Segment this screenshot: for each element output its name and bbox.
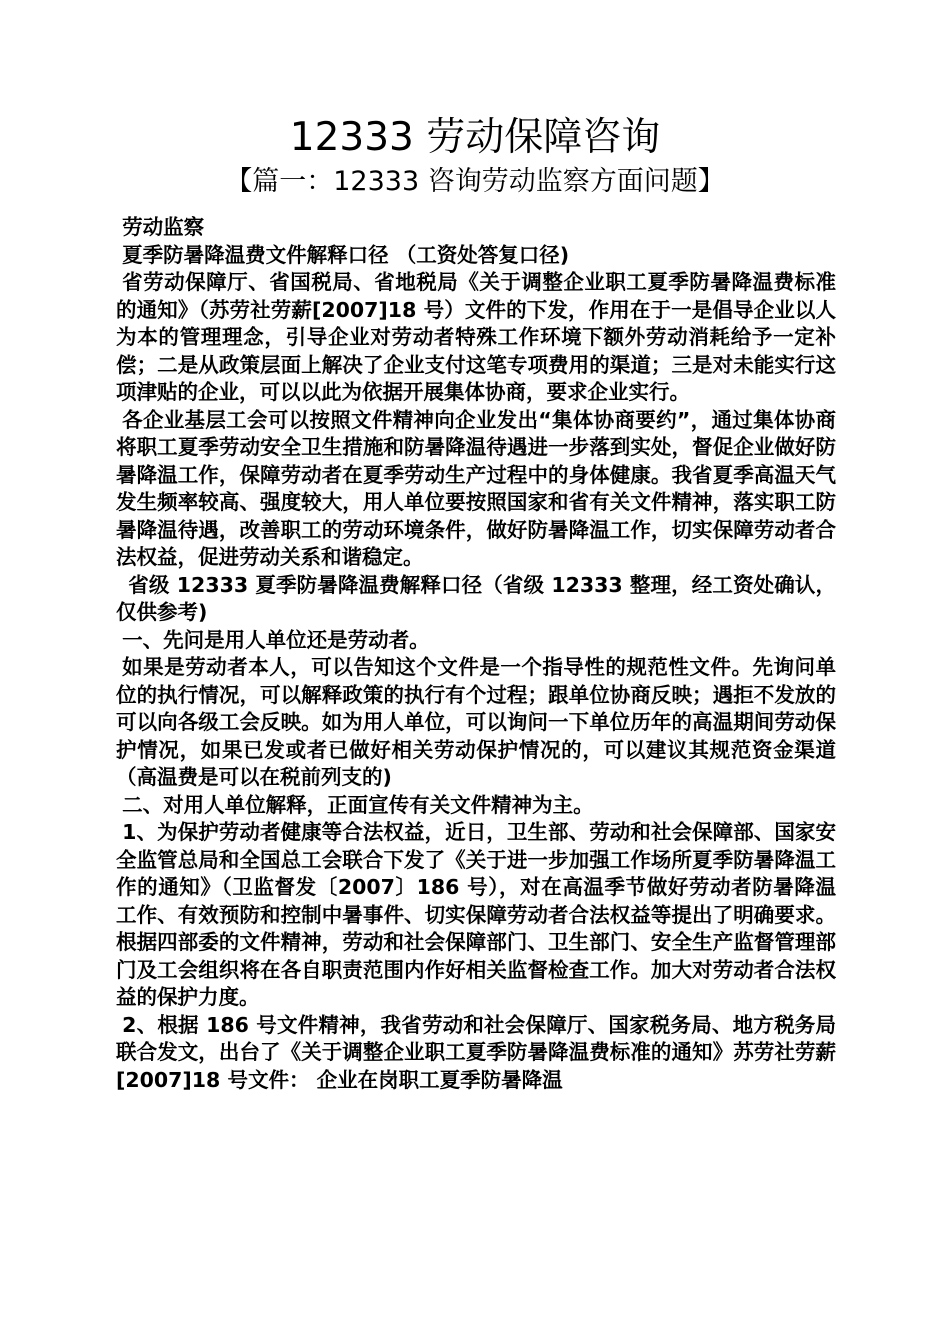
body-paragraph: 省劳动保障厅、省国税局、省地税局《关于调整企业职工夏季防暑降温费标准的通知》（苏劳社劳薪[2007]18 号）文件的下发，作用在于一是倡导企业以人为本的管理理念，引导企业对劳动者特殊工作环境下额外劳动消耗给予一定补偿；二是从政策层面上解决了企业支付这笔专项费用的渠道；三是对未能实行这项津贴的企业，可以以此为依据开展集体协商，要求企业实行。: [116, 270, 836, 404]
list-heading: 二、对用人单位解释，正面宣传有关文件精神为主。: [122, 792, 594, 817]
body-paragraph: 各企业基层工会可以按照文件精神向企业发出“集体协商要约”，通过集体协商将职工夏季劳动安全卫生措施和防暑降温待遇进一步落到实处，督促企业做好防暑降温工作，保障劳动者在夏季劳动生产过程中的身体健康。我省夏季高温天气发生频率较高、强度较大，用人单位要按照国家和省有关文件精神，落实职工防暑降温待遇，改善职工的劳动环境条件，做好防暑降温工作，切实保障劳动者合法权益，促进劳动关系和谐稳定。: [116, 407, 836, 569]
list-heading: 一、先问是用人单位还是劳动者。: [122, 627, 430, 652]
section-subheading: 省级 12333 夏季防暑降温费解释口径（省级 12333 整理，经工资处确认，仅供参考): [116, 572, 836, 624]
document-title: 12333 劳动保障咨询: [289, 115, 661, 160]
body-paragraph: 1、为保护劳动者健康等合法权益，近日，卫生部、劳动和社会保障部、国家安全监管总局和全国总工会联合下发了《关于进一步加强工作场所夏季防暑降温工作的通知》（卫监督发〔2007〕186 号），对在高温季节做好劳动者防暑降温工作、有效预防和控制中暑事件、切实保障劳动者合法权益等提出了明确要求。根据四部委的文件精神，劳动和社会保障部门、卫生部门、安全生产监督管理部门及工会组织将在各自职责范围内作好相关监督检查工作。加大对劳动者合法权益的保护力度。: [116, 820, 836, 1009]
body-paragraph: 如果是劳动者本人，可以告知这个文件是一个指导性的规范性文件。先询问单位的执行情况，可以解释政策的执行有个过程；跟单位协商反映；遇拒不发放的可以向各级工会反映。如为用人单位，可以询问一下单位历年的高温期间劳动保护情况，如果已发或者已做好相关劳动保护情况的，可以建议其规范资金渠道（高温费是可以在税前列支的): [116, 655, 836, 789]
section-heading: 劳动监察: [122, 215, 205, 239]
section-subheading: 夏季防暑降温费文件解释口径 （工资处答复口径): [122, 242, 570, 267]
body-paragraph: 2、根据 186 号文件精神，我省劳动和社会保障厅、国家税务局、地方税务局联合发文，出台了《关于调整企业职工夏季防暑降温费标准的通知》苏劳社劳薪[2007]18 号文件： 企业在岗职工夏季防暑降温: [116, 1012, 836, 1092]
document-subtitle: 【篇一：12333 咨询劳动监察方面问题】: [225, 166, 725, 197]
document-body: [116, 214, 836, 1094]
